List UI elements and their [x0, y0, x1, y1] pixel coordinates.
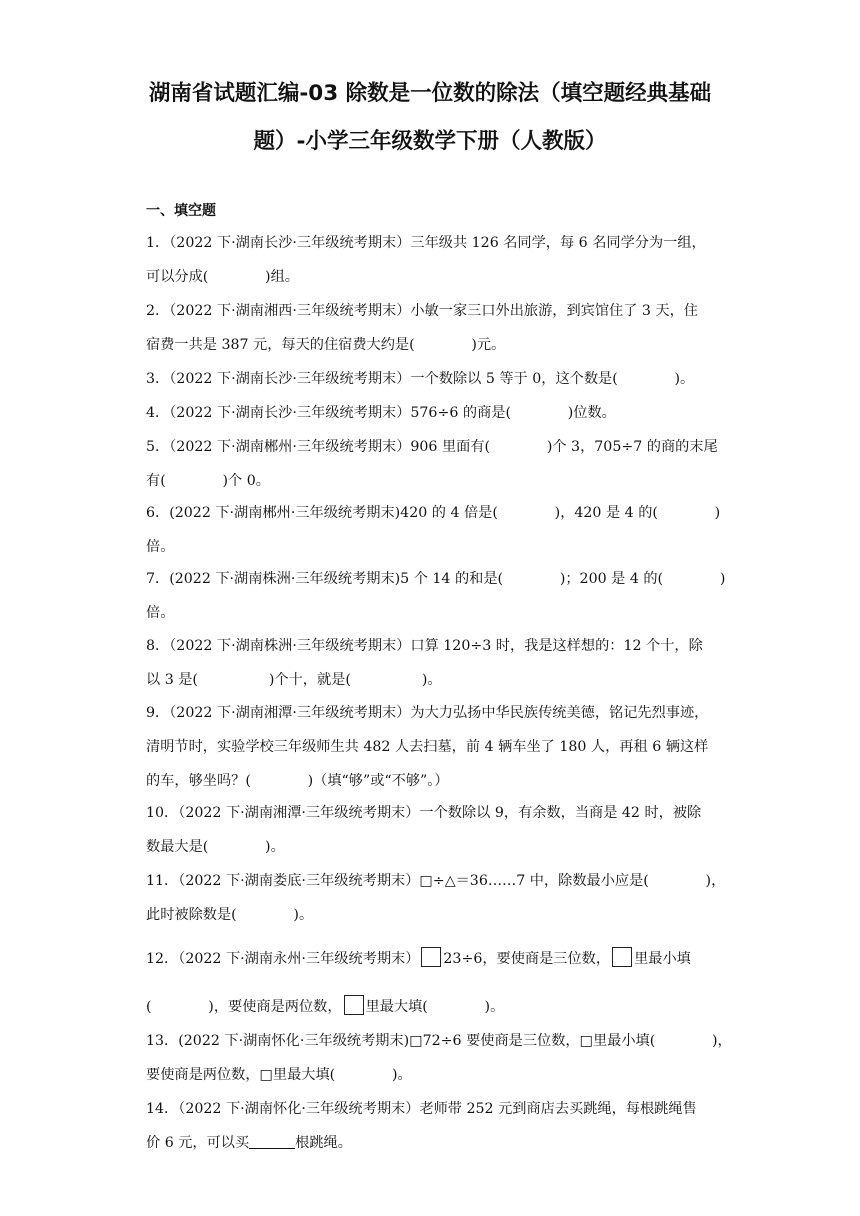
question-2: [146, 294, 716, 362]
document-title: [0, 70, 860, 166]
answer-underline: [249, 1134, 295, 1149]
question-line: 清明节时，实验学校三年级师生共 482 人去扫墓，前 4 辆车坐了 180 人，再租 6 辆这样: [146, 739, 709, 755]
question-10: [146, 796, 716, 864]
question-5: [146, 430, 716, 498]
question-text: 里最大填( )。: [365, 999, 505, 1015]
question-line: 2．（2022 下·湖南湘西·三年级统考期末）小敏一家三口外出旅游，到宾馆住了 3 天，住: [146, 303, 698, 319]
question-line: 10．（2022 下·湖南湘潭·三年级统考期末）一个数除以 9，有余数，当商是 42 时，被除: [146, 805, 702, 821]
title-line-2: 题）-小学三年级数学下册（人教版）: [253, 129, 607, 154]
question-line: 13．(2022 下·湖南怀化·三年级统考期末)□72÷6 要使商是三位数，□里最小填( )，: [146, 1033, 732, 1049]
question-line: 宿费一共是 387 元，每天的住宿费大约是( )元。: [146, 337, 506, 353]
question-13: [146, 1024, 732, 1092]
question-12: [146, 938, 716, 1028]
question-line: 9．（2022 下·湖南湘潭·三年级统考期末）为大力弘扬中华民族传统美德，铭记先烈事迹，: [146, 705, 709, 721]
question-line: 倍。: [146, 539, 175, 555]
question-line: 数最大是( )。: [146, 839, 285, 855]
question-line: 此时被除数是( )。: [146, 907, 314, 923]
question-line: 以 3 是( )个十，就是( )。: [146, 672, 442, 688]
question-text: 23÷6，要使商是三位数，: [443, 951, 611, 967]
question-line: [146, 986, 716, 1028]
question-line: 倍。: [146, 605, 175, 621]
question-6: [146, 496, 721, 564]
question-4: [146, 396, 716, 430]
question-line: 5．（2022 下·湖南郴州·三年级统考期末）906 里面有( )个 3，705÷7 的商的末尾: [146, 439, 718, 455]
question-line: 有( )个 0。: [146, 473, 270, 489]
question-14: [146, 1092, 716, 1160]
question-line: 可以分成( )组。: [146, 269, 299, 285]
question-8: [146, 629, 716, 697]
question-line: 11．（2022 下·湖南娄底·三年级统考期末）□÷△＝36……7 中，除数最小应是( )，: [146, 873, 726, 889]
question-text: 根跳绳。: [295, 1135, 352, 1151]
question-line: 1．（2022 下·湖南长沙·三年级统考期末）三年级共 126 名同学，每 6 名同学分为一组，: [146, 235, 706, 251]
question-line: 3．（2022 下·湖南长沙·三年级统考期末）一个数除以 5 等于 0，这个数是( )。: [146, 371, 695, 387]
section-heading: 一、填空题: [146, 203, 216, 219]
question-text: ( )，要使商是两位数，: [146, 999, 342, 1015]
question-line: 6．(2022 下·湖南郴州·三年级统考期末)420 的 4 倍是( )，420 是 4 的( ): [146, 505, 721, 521]
question-line: [146, 938, 716, 980]
question-11: [146, 864, 726, 932]
question-line: 7．(2022 下·湖南株洲·三年级统考期末)5 个 14 的和是( )；200 是 4 的( ): [146, 571, 726, 587]
question-line: 8．（2022 下·湖南株洲·三年级统考期末）口算 120÷3 时，我是这样想的：12 个十，除: [146, 638, 703, 654]
question-line: [146, 1126, 716, 1160]
question-9: [146, 696, 716, 798]
question-line: 的车，够坐吗？( )（填“够”或“不够”。）: [146, 773, 449, 789]
question-7: [146, 562, 726, 630]
square-blank-box: [612, 947, 632, 967]
question-3: [146, 362, 716, 396]
question-line: 要使商是两位数，□里最大填( )。: [146, 1067, 412, 1083]
question-1: [146, 226, 716, 294]
square-blank-box: [344, 995, 364, 1015]
title-line-1: 湖南省试题汇编-03 除数是一位数的除法（填空题经典基础: [148, 81, 712, 106]
question-text: 里最小填: [634, 951, 691, 967]
question-line: 4．（2022 下·湖南长沙·三年级统考期末）576÷6 的商是( )位数。: [146, 405, 616, 421]
square-blank-box: [421, 947, 441, 967]
question-line: 14．（2022 下·湖南怀化·三年级统考期末）老师带 252 元到商店去买跳绳，每根跳绳售: [146, 1101, 697, 1117]
question-text: 价 6 元，可以买: [146, 1135, 250, 1151]
question-text: 12．（2022 下·湖南永州·三年级统考期末）: [146, 951, 420, 967]
